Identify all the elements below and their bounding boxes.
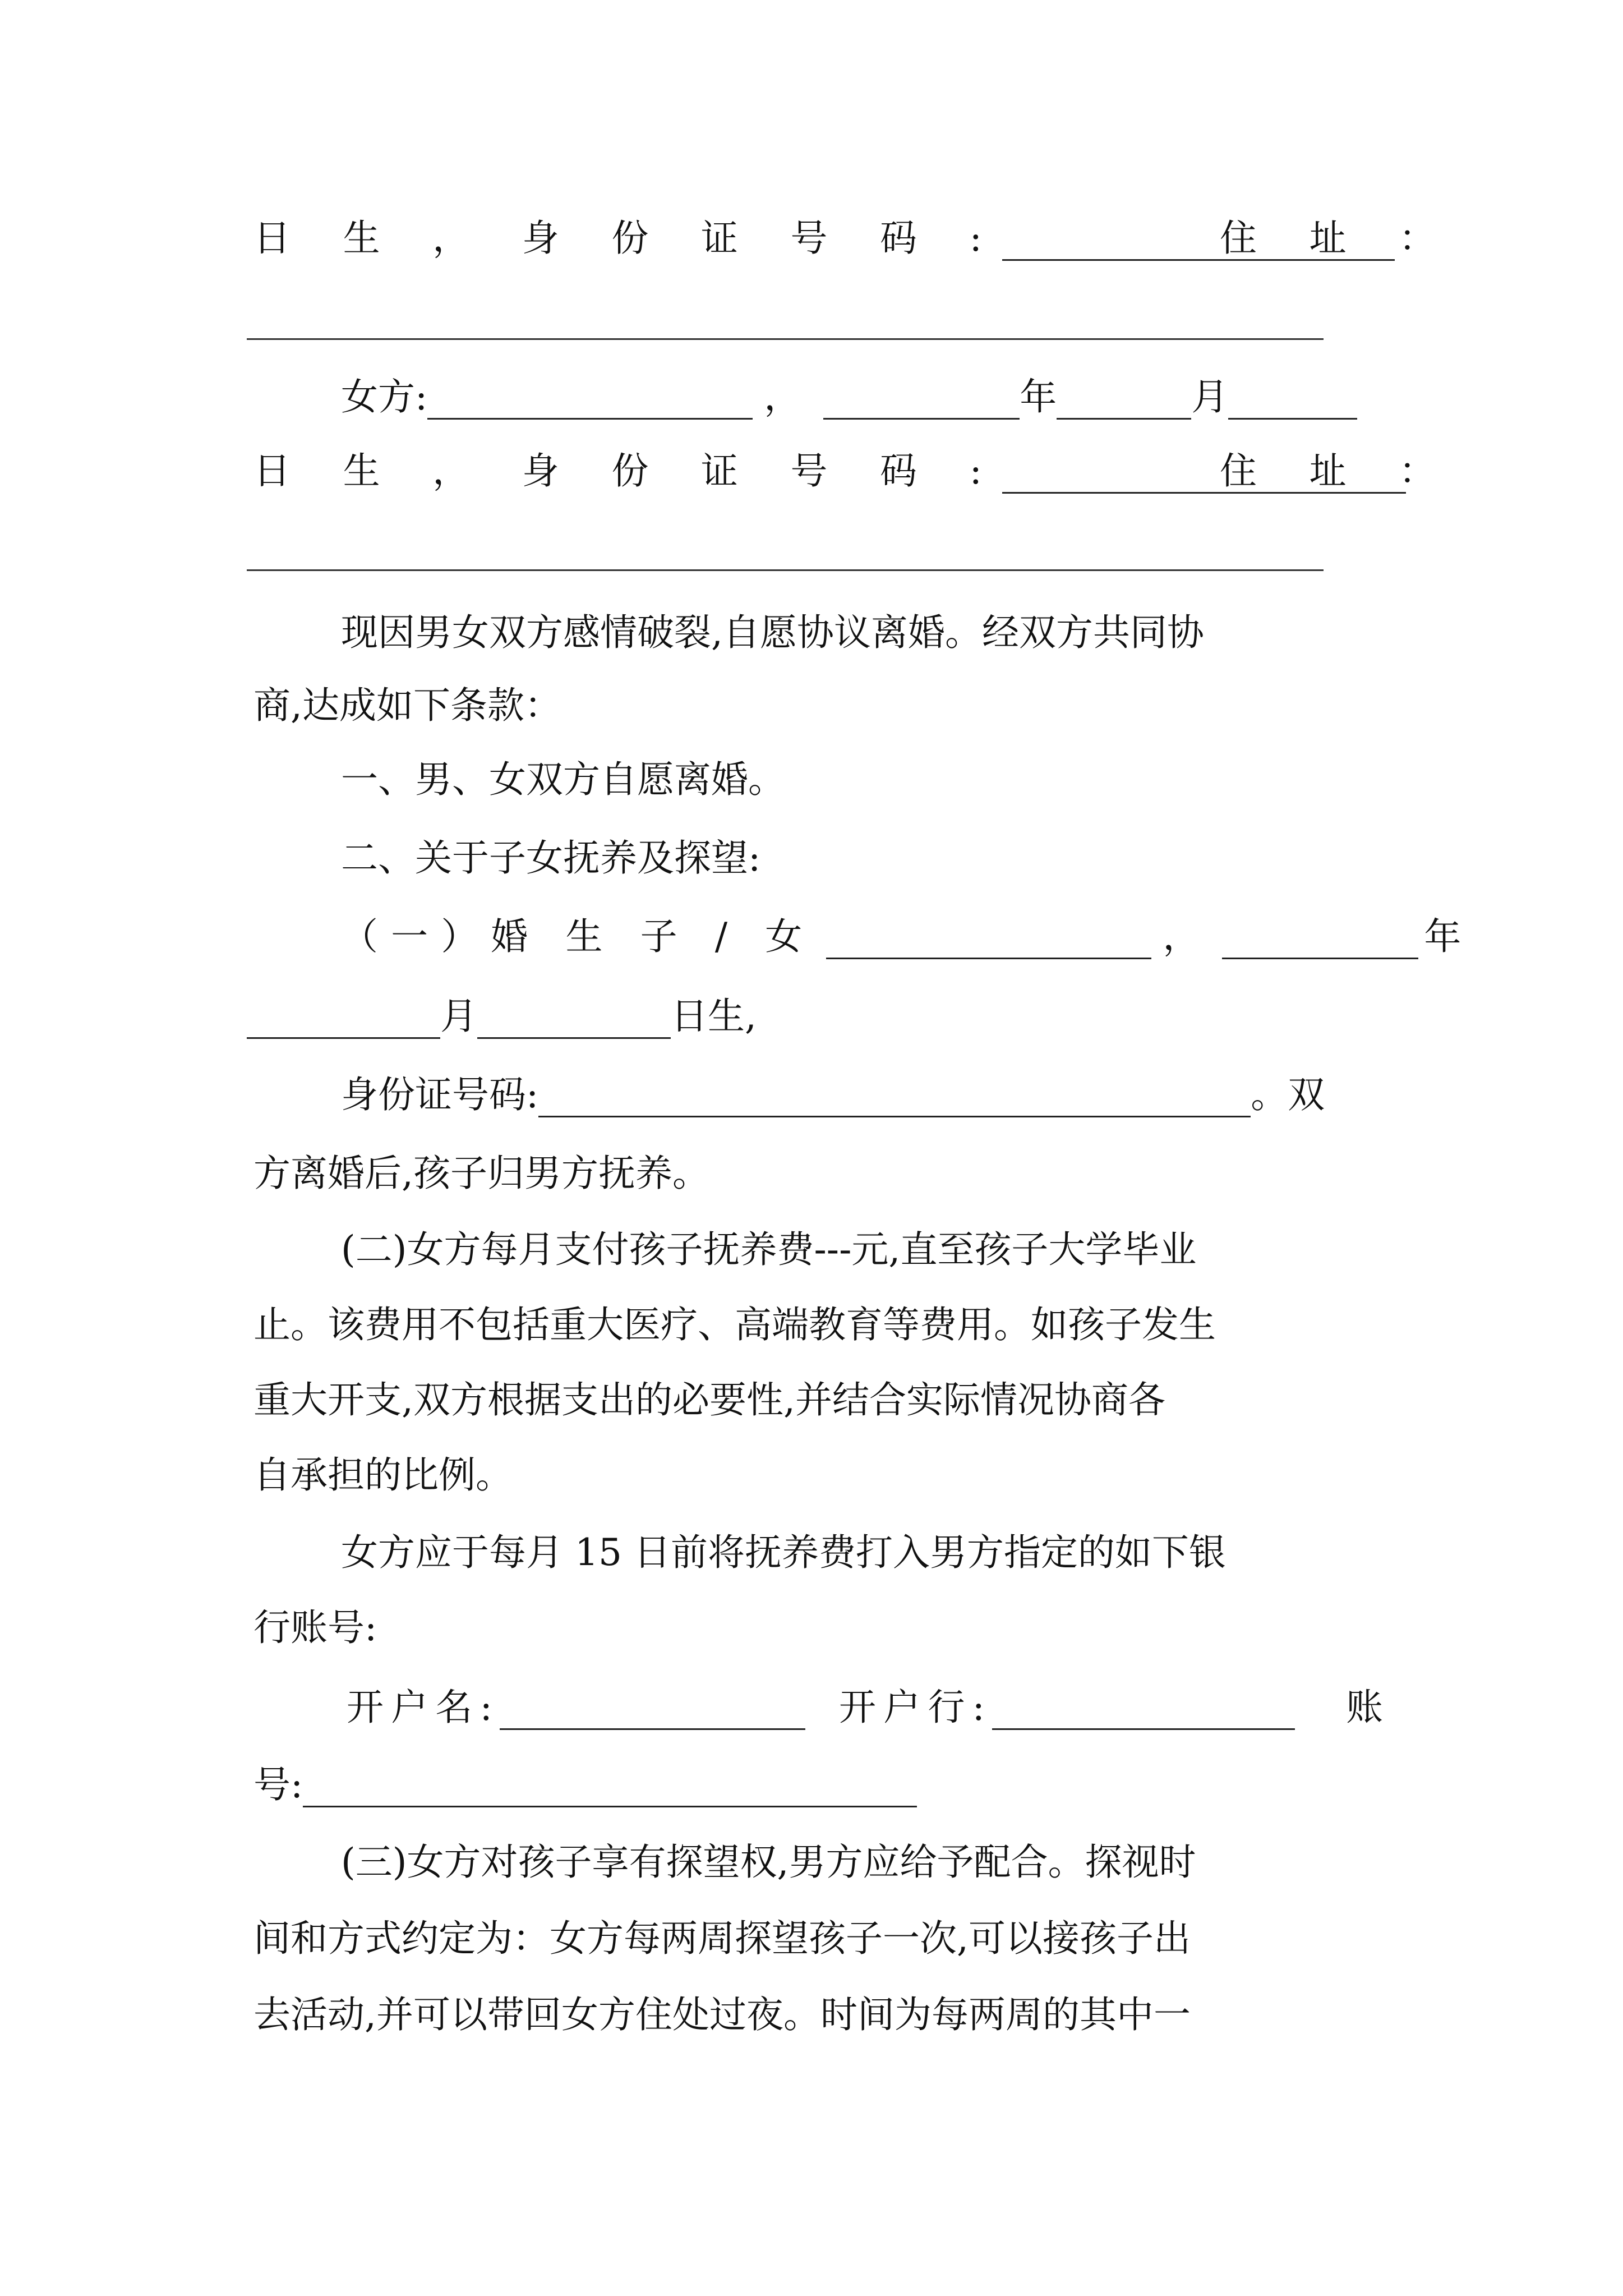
payment-line: 行账号: [253, 1606, 377, 1649]
support-line: 自承担的比例。 [253, 1453, 513, 1497]
male-address-blank[interactable] [247, 338, 1324, 340]
dob-id-label: 日 生 ， 身 份 证 号 码 : [253, 449, 1003, 493]
visitation-line: (三)女方对孩子享有探望权,男方应给予配合。探视时 [341, 1841, 1196, 1884]
day-label: 日生, [671, 995, 757, 1038]
male-address-label-line [1220, 216, 1456, 261]
account-bank-blank[interactable] [992, 1695, 1295, 1730]
month-blank[interactable] [1057, 384, 1191, 420]
account-number-line [253, 1763, 917, 1807]
month-blank[interactable] [247, 1004, 440, 1039]
support-line: 止。该费用不包括重大医疗、高端教育等费用。如孩子发生 [253, 1303, 1216, 1346]
payment-line: 女方应于每月 15 日前将抚养费打入男方指定的如下银 [341, 1531, 1226, 1574]
address-label: 住 址 ： [1220, 449, 1456, 493]
child-label: （一）婚 生 子 / 女 [341, 915, 815, 958]
female-name-blank[interactable] [427, 384, 753, 420]
day-blank[interactable] [1228, 384, 1357, 420]
child-id-blank[interactable] [538, 1082, 1251, 1117]
id-label: 身份证号码: [341, 1073, 539, 1116]
day-blank[interactable] [477, 1004, 671, 1039]
account-number-label-a: 账 [1346, 1686, 1383, 1729]
year-blank[interactable] [823, 384, 1020, 420]
visitation-line: 去活动,并可以带回女方住处过夜。时间为每两周的其中一 [253, 1993, 1191, 2036]
year-label: 年 [1020, 375, 1057, 418]
para-line: 商,达成如下条款： [253, 684, 561, 727]
custody-line: 方离婚后,孩子归男方抚养。 [253, 1152, 709, 1195]
account-line [347, 1685, 1295, 1730]
child-info-line [341, 914, 1461, 959]
female-address-blank[interactable] [247, 569, 1324, 571]
comma: ， [764, 375, 801, 418]
clause-one: 一、男、女双方自愿离婚。 [341, 758, 785, 801]
account-number-label: 号: [253, 1763, 303, 1806]
child-dob-line [247, 994, 757, 1039]
para-line: 现因男女双方感情破裂,自愿协议离婚。经双方共同协 [341, 611, 1204, 654]
female-label: 女方: [341, 375, 428, 418]
month-label: 月 [1191, 375, 1229, 418]
id-tail: 。双 [1251, 1073, 1325, 1116]
year-label: 年 [1424, 915, 1461, 958]
dob-id-label: 日 生 ， 身 份 证 号 码 : [253, 217, 1003, 260]
clause-two: 二、关于子女抚养及探望: [341, 836, 761, 880]
female-address-label-line [1220, 449, 1456, 494]
account-bank-label: 开户行: [839, 1686, 993, 1729]
support-line: (二)女方每月支付孩子抚养费---元,直至孩子大学毕业 [341, 1228, 1197, 1271]
child-name-blank[interactable] [826, 924, 1151, 959]
year-blank[interactable] [1222, 924, 1418, 959]
comma: ， [1163, 915, 1200, 958]
child-id-line [341, 1073, 1325, 1117]
account-number-blank[interactable] [303, 1772, 917, 1807]
female-info-line [341, 375, 1357, 420]
account-name-blank[interactable] [500, 1695, 805, 1730]
support-line: 重大开支,双方根据支出的必要性,并结合实际情况协商各 [253, 1378, 1165, 1421]
visitation-line: 间和方式约定为：女方每两周探望孩子一次,可以接孩子出 [253, 1917, 1191, 1960]
address-label: 住 址 ： [1220, 217, 1456, 260]
account-name-label: 开户名: [347, 1686, 500, 1729]
month-label: 月 [440, 995, 477, 1038]
